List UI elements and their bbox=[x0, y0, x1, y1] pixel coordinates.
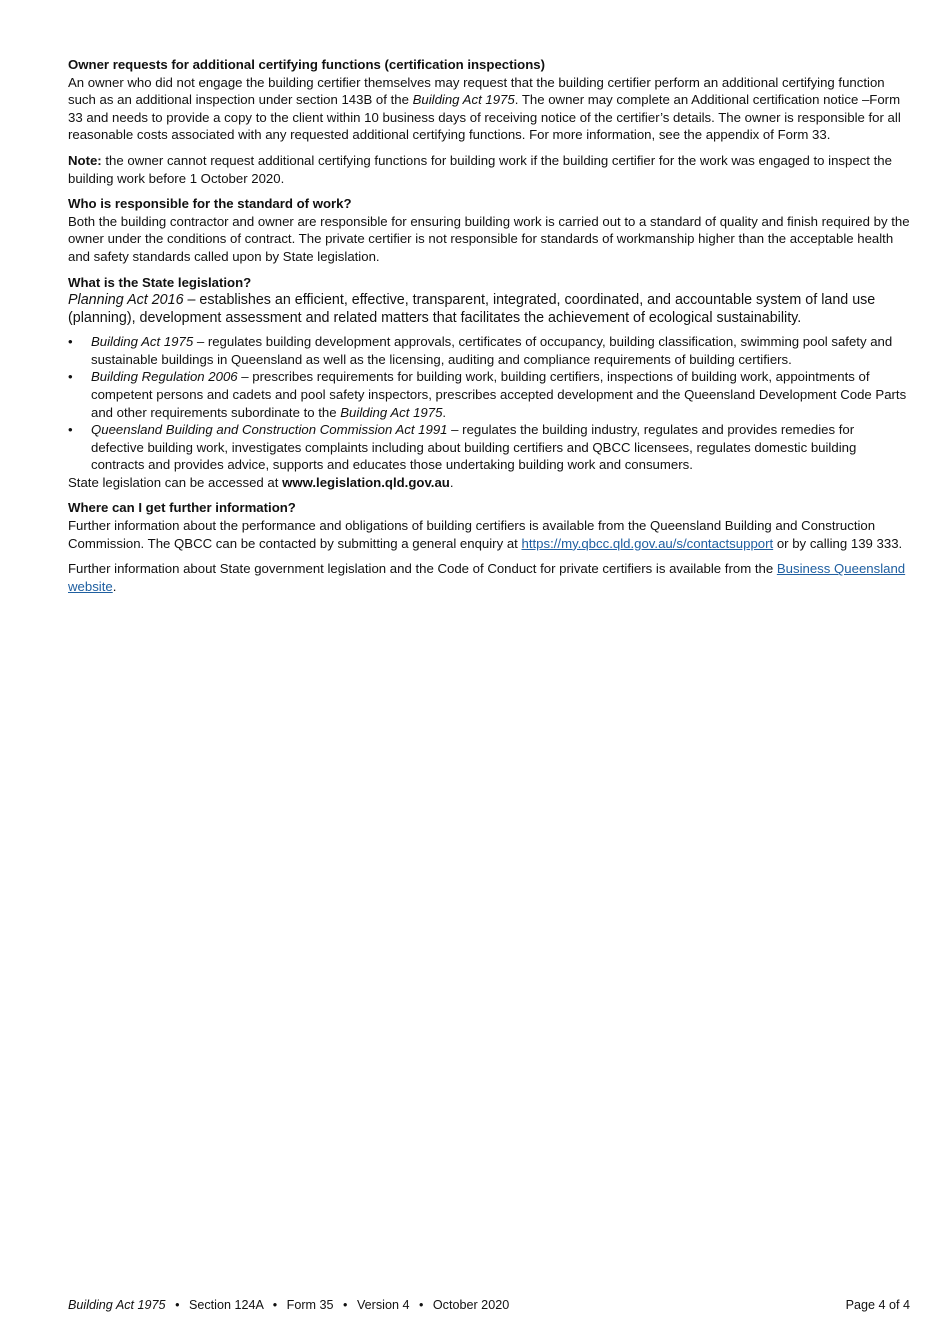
list-item bbox=[68, 421, 910, 474]
list-item bbox=[68, 368, 910, 421]
further-info-2-text-b: . bbox=[112, 578, 117, 594]
note-paragraph bbox=[68, 152, 910, 187]
footer-date: October 2020 bbox=[432, 1298, 510, 1312]
section-owner-requests bbox=[68, 56, 910, 144]
further-info-paragraph-2 bbox=[68, 560, 910, 595]
footer-separator: • bbox=[418, 1298, 424, 1312]
footer-version: Version 4 bbox=[356, 1298, 410, 1312]
document-body bbox=[68, 56, 910, 603]
planning-act-text: – establishes an efficient, effective, transparent, integrated, coordinated, and accountable system of land use (planning), development assessment and related matters that facilitates the achievement of ecological sustainability. bbox=[68, 292, 876, 327]
further-info-text-b: or by calling 139 333. bbox=[773, 535, 903, 551]
further-info-2-text-a: Further information about State government legislation and the Code of Conduct for private certifiers is available from the bbox=[68, 561, 777, 577]
responsibility-heading: Who is responsible for the standard of work? bbox=[68, 196, 352, 212]
list-item bbox=[68, 333, 910, 368]
list-item-text: – prescribes requirements for building work, building certifiers, inspections of building work, appointments of competent persons and cadets and pool safety inspectors, prescribes accepted development and the Queensland Development Code Parts and other requirements subordinate to the bbox=[91, 369, 907, 420]
list-item-text: – regulates building development approvals, certificates of occupancy, building classification, swimming pool safety and sustainable buildings in Queensland as well as the licensing, auditing and compliance requirements of building certifiers. bbox=[91, 334, 893, 367]
owner-requests-paragraph bbox=[68, 74, 910, 144]
list-item-act: Building Act 1975 bbox=[91, 334, 194, 350]
legislation-list bbox=[68, 333, 910, 474]
footer-separator: • bbox=[272, 1298, 278, 1312]
responsibility-text: Both the building contractor and owner are responsible for ensuring building work is carried out to a standard of quality and finish required by the owner under the conditions of contract. The private certifier is not responsible for standards of workmanship higher than the acceptable health and safety standards called upon by State legislation. bbox=[68, 213, 910, 264]
owner-requests-act: Building Act 1975 bbox=[412, 92, 515, 108]
bullet-icon: • bbox=[68, 369, 73, 385]
planning-act-paragraph bbox=[68, 291, 910, 327]
owner-requests-heading: Owner requests for additional certifying functions (certification inspections) bbox=[68, 57, 546, 72]
page-footer bbox=[68, 1298, 910, 1312]
list-item-act: Queensland Building and Construction Commission Act 1991 bbox=[91, 422, 448, 438]
footer-act: Building Act 1975 bbox=[68, 1298, 166, 1312]
legislation-access-paragraph bbox=[68, 474, 910, 492]
footer-section: Section 124A bbox=[188, 1298, 264, 1312]
legislation-access-text: State legislation can be accessed at bbox=[68, 474, 283, 490]
list-item-act-tail: Building Act 1975 bbox=[340, 404, 443, 420]
footer-separator: • bbox=[175, 1298, 180, 1312]
planning-act-name: Planning Act 2016 bbox=[68, 292, 184, 309]
owner-requests-text-a: An owner who did not engage the building certifier themselves may request that the building certifier perform an additional certifying function such as an additional inspection under section 143B of the bbox=[68, 74, 885, 108]
legislation-access-end: . bbox=[449, 474, 454, 490]
footer-citation bbox=[68, 1298, 509, 1312]
legislation-heading: What is the State legislation? bbox=[68, 274, 252, 290]
list-item-text: – regulates the building industry, regulates and provides remedies for defective building work, investigates complaints including about building certifiers and QBCC licensees, regulates domestic building contracts and provides advice, supports and educates those undertaking building work and consumers. bbox=[91, 422, 857, 473]
owner-requests-text-b: . The owner may complete an Additional certification notice –Form 33 and needs to provide a copy to the client within 10 business days of receiving notice of the certifier’s details. The owner is responsible for all reasonable costs associated with any requested additional certifying functions. For more information, see the appendix of Form 33. bbox=[68, 92, 901, 143]
qbcc-contact-link[interactable]: https://my.qbcc.qld.gov.au/s/contactsupport bbox=[521, 535, 774, 551]
list-item-tail: . bbox=[442, 404, 447, 420]
further-info-text-a: Further information about the performance and obligations of building certifiers is available from the Queensland Building and Construction Commission. The QBCC can be contacted by submitting a general enquiry at bbox=[68, 518, 876, 551]
section-legislation bbox=[68, 274, 910, 492]
legislation-url: www.legislation.qld.gov.au bbox=[282, 474, 450, 490]
section-responsibility bbox=[68, 195, 910, 265]
section-further-info bbox=[68, 499, 910, 552]
footer-form: Form 35 bbox=[286, 1298, 334, 1312]
list-item-act: Building Regulation 2006 bbox=[91, 369, 238, 385]
further-info-heading: Where can I get further information? bbox=[68, 500, 296, 516]
further-info-paragraph-1 bbox=[68, 517, 910, 552]
bullet-icon: • bbox=[68, 422, 73, 438]
bullet-icon: • bbox=[68, 334, 73, 350]
page-number: Page 4 of 4 bbox=[845, 1298, 910, 1312]
business-queensland-link[interactable]: Business Queensland website bbox=[68, 561, 906, 594]
footer-separator: • bbox=[343, 1298, 348, 1312]
note-label: Note: bbox=[68, 152, 102, 168]
section-further-info-2 bbox=[68, 560, 910, 595]
section-note bbox=[68, 152, 910, 187]
note-text: the owner cannot request additional certifying functions for building work if the building certifier for the work was engaged to inspect the building work before 1 October 2020. bbox=[68, 152, 892, 186]
